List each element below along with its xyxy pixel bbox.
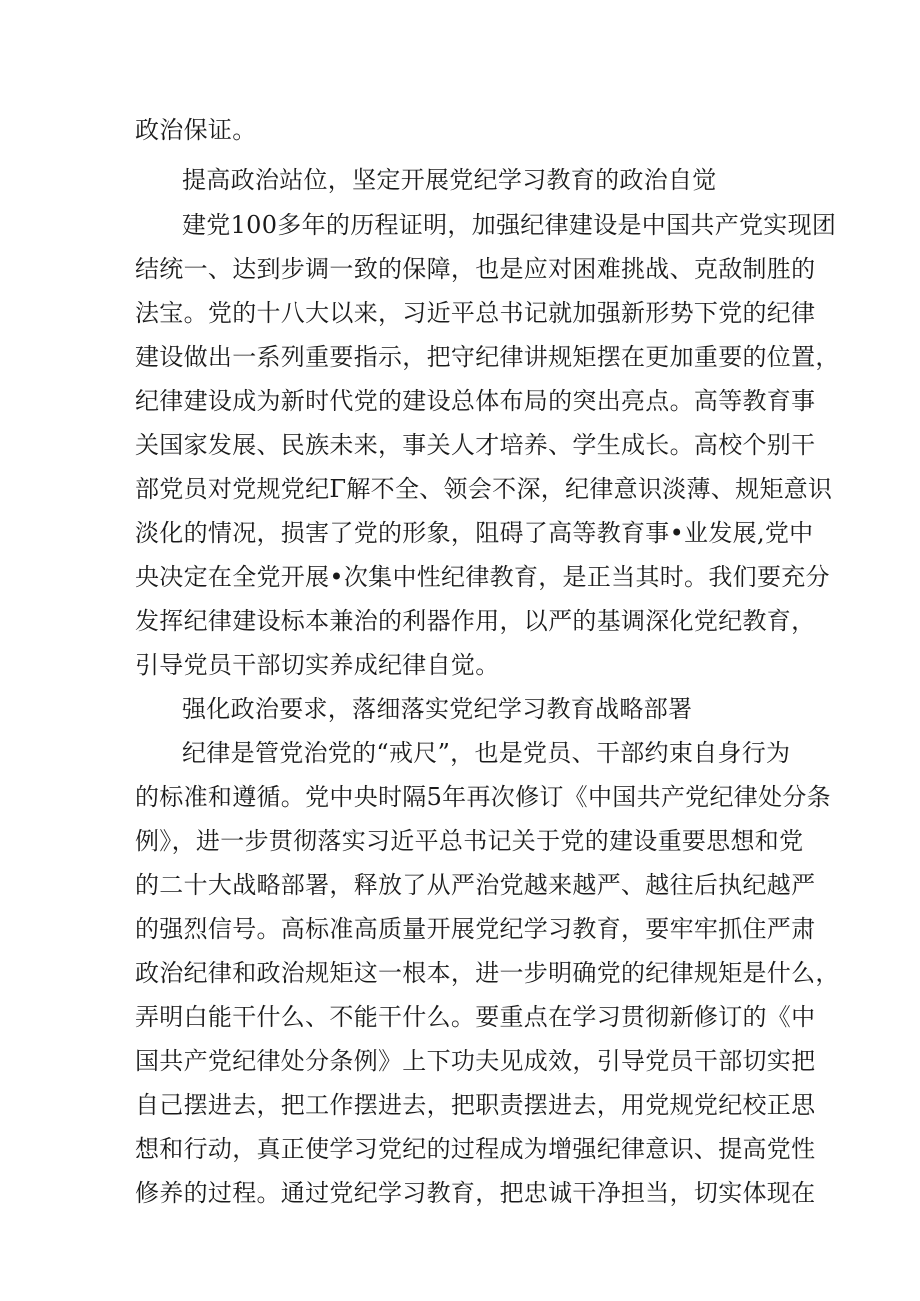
text-line: 部党员对党规党纪Γ解不全、领会不深，纪律意识淡薄、规矩意识: [135, 475, 833, 503]
text-line: 法宝。党的十八大以来，习近平总书记就加强新形势下党的纪律: [135, 299, 816, 327]
text-line: 的二十大战略部署，释放了从严治党越来越严、越往后执纪越严: [135, 871, 816, 899]
text-line: 纪律建设成为新时代党的建设总体布局的突出亮点。高等教育事: [135, 387, 816, 415]
text-line: 自己摆进去，把工作摆进去，把职责摆进去，用党规党纪校正思: [135, 1091, 816, 1119]
text-line: 结统一、达到步调一致的保障，也是应对困难挑战、克敌制胜的: [135, 255, 816, 283]
text-line: 弄明白能干什么、不能干什么。要重点在学习贯彻新修订的《中: [135, 1003, 816, 1031]
text-line: 建党100多年的历程证明，加强纪律建设是中国共产党实现团: [182, 211, 837, 239]
text-line: 的标准和遵循。党中央时隔5年再次修订《中国共产党纪律处分条: [135, 783, 831, 811]
text-line: 政治保证。: [135, 116, 257, 144]
text-line: 例》，进一步贯彻落实习近平总书记关于党的建设重要思想和党: [135, 827, 804, 855]
text-line: 关国家发展、民族未来，事关人才培养、学生成长。高校个别干: [135, 431, 816, 459]
text-line: 想和行动，真正使学习党纪的过程成为增强纪律意识、提高党性: [135, 1135, 816, 1163]
text-line: 政治纪律和政治规矩这一根本，进一步明确党的纪律规矩是什么，: [135, 959, 840, 987]
text-line: 的强烈信号。高标准高质量开展党纪学习教育，要牢牢抓住严肃: [135, 915, 816, 943]
section-heading: 强化政治要求，落细落实党纪学习教育战略部署: [182, 695, 693, 723]
text-line: 国共产党纪律处分条例》上下功夫见成效，引导党员干部切实把: [135, 1047, 816, 1075]
text-line: 引导党员干部切实养成纪律自觉。: [135, 651, 500, 679]
text-line: 纪律是管党治党的“戒尺”，也是党员、干部约束自身行为: [182, 739, 791, 767]
text-line: 淡化的情况，损害了党的形象，阻碍了高等教育事•业发展,党中: [135, 519, 814, 547]
text-line: 央决定在全党开展•次集中性纪律教育，是正当其时。我们要充分: [135, 563, 830, 591]
text-line: 建设做出一系列重要指示，把守纪律讲规矩摆在更加重要的位置，: [135, 343, 840, 371]
section-heading: 提高政治站位，坚定开展党纪学习教育的政治自觉: [182, 166, 717, 194]
text-line: 修养的过程。通过党纪学习教育，把忠诚干净担当，切实体现在: [135, 1179, 816, 1207]
text-line: 发挥纪律建设标本兼治的利器作用，以严的基调深化党纪教育，: [135, 607, 816, 635]
